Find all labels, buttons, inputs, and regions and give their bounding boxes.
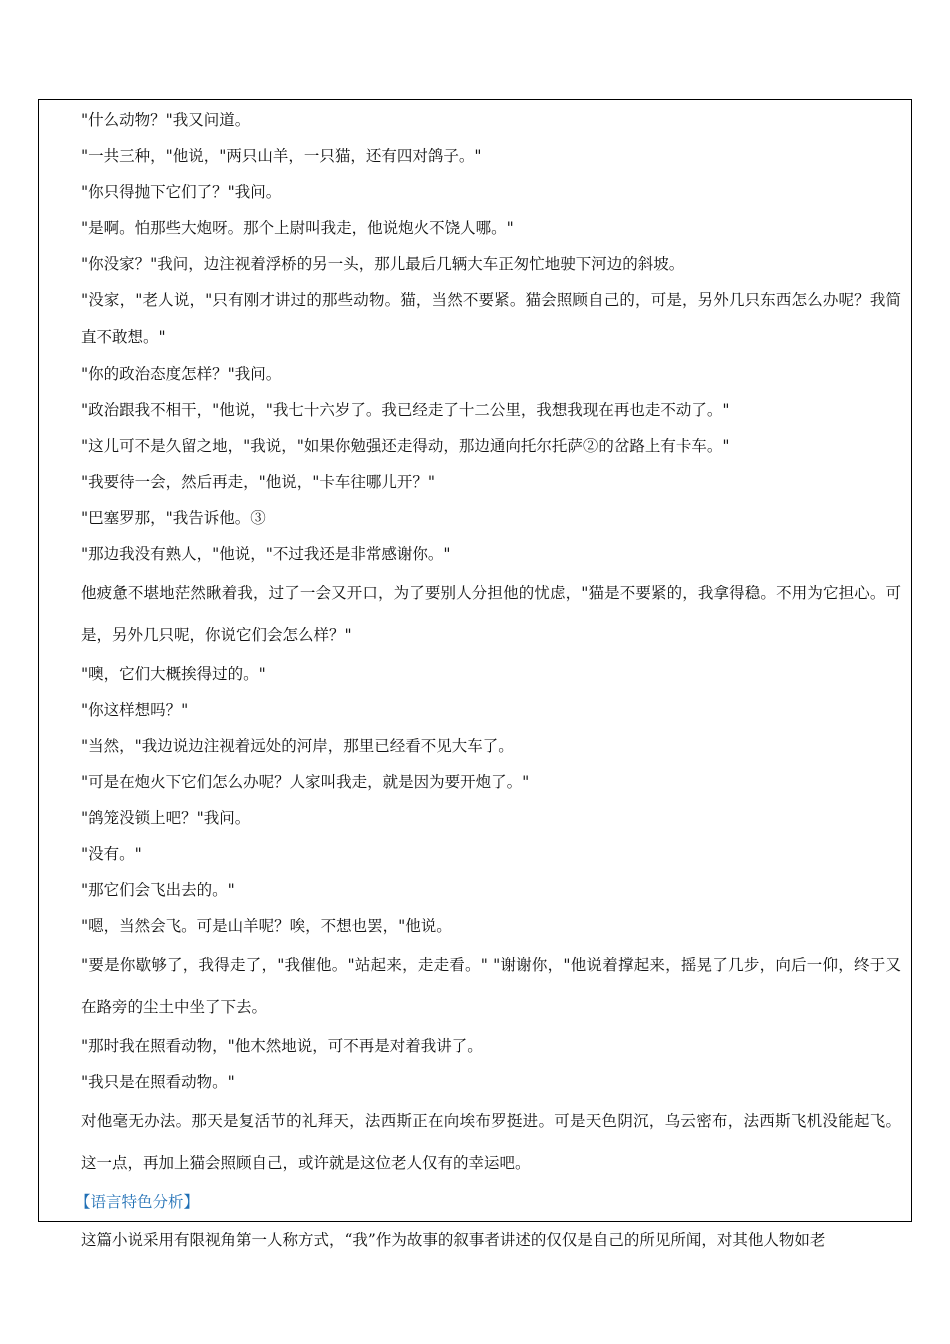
paragraph: "你的政治态度怎样？"我问。 bbox=[81, 365, 282, 383]
paragraph: "没家，"老人说，"只有刚才讲过的那些动物。猫，当然不要紧。猫会照顾自己的，可是，另外几只东西怎么办呢？我简直不敢想。" bbox=[81, 291, 901, 346]
paragraph: "是啊。怕那些大炮呀。那个上尉叫我走，他说炮火不饶人哪。" bbox=[81, 219, 514, 237]
paragraph: "噢，它们大概挨得过的。" bbox=[81, 665, 266, 683]
paragraph: "政治跟我不相干，"他说，"我七十六岁了。我已经走了十二公里，我想我现在再也走不动了。" bbox=[81, 401, 730, 419]
paragraph: "没有。" bbox=[81, 845, 142, 863]
paragraph: "那它们会飞出去的。" bbox=[81, 881, 235, 899]
paragraph: "什么动物？"我又问道。 bbox=[81, 111, 251, 129]
story-text bbox=[39, 100, 911, 1258]
paragraph: "可是在炮火下它们怎么办呢？人家叫我走，就是因为要开炮了。" bbox=[81, 773, 530, 791]
analysis-paragraph: 这篇小说采用有限视角第一人称方式，“我”作为故事的叙事者讲述的仅仅是自己的所见所闻，对其他人物如老 bbox=[81, 1231, 826, 1249]
paragraph: "要是你歇够了，我得走了，"我催他。"站起来，走走看。" "谢谢你，"他说着撑起来，摇晃了几步，向后一仰，终于又在路旁的尘土中坐了下去。 bbox=[81, 956, 901, 1016]
document-frame bbox=[38, 99, 912, 1249]
paragraph: "鸽笼没锁上吧？"我问。 bbox=[81, 809, 251, 827]
paragraph: 他疲惫不堪地茫然瞅着我，过了一会又开口，为了要别人分担他的忧虑，"猫是不要紧的，我拿得稳。不用为它担心。可是，另外几只呢，你说它们会怎么样？" bbox=[81, 584, 901, 644]
paragraph: "你只得抛下它们了？"我问。 bbox=[81, 183, 282, 201]
paragraph: "你这样想吗？" bbox=[81, 701, 189, 719]
paragraph: "我要待一会，然后再走，"他说，"卡车往哪儿开？" bbox=[81, 473, 436, 491]
paragraph: "巴塞罗那，"我告诉他。③ bbox=[81, 509, 266, 527]
paragraph: 对他毫无办法。那天是复活节的礼拜天，法西斯正在向埃布罗挺进。可是天色阴沉，乌云密布，法西斯飞机没能起飞。这一点，再加上猫会照顾自己，或许就是这位老人仅有的幸运吧。 bbox=[81, 1112, 901, 1172]
paragraph: "这儿可不是久留之地，"我说，"如果你勉强还走得动，那边通向托尔托萨②的岔路上有卡车。" bbox=[81, 437, 730, 455]
paragraph: "那时我在照看动物，"他木然地说，可不再是对着我讲了。 bbox=[81, 1037, 483, 1055]
paragraph: "当然，"我边说边注视着远处的河岸，那里已经看不见大车了。 bbox=[81, 737, 514, 755]
section-heading: 【语言特色分析】 bbox=[75, 1193, 200, 1211]
paragraph: "你没家？"我问，边注视着浮桥的另一头，那儿最后几辆大车正匆忙地驶下河边的斜坡。 bbox=[81, 255, 685, 273]
paragraph: "一共三种，"他说，"两只山羊，一只猫，还有四对鸽子。" bbox=[81, 147, 482, 165]
paragraph: "那边我没有熟人，"他说，"不过我还是非常感谢你。" bbox=[81, 545, 451, 563]
paragraph: "我只是在照看动物。" bbox=[81, 1073, 235, 1091]
paragraph: "嗯，当然会飞。可是山羊呢？唉，不想也罢，"他说。 bbox=[81, 917, 452, 935]
